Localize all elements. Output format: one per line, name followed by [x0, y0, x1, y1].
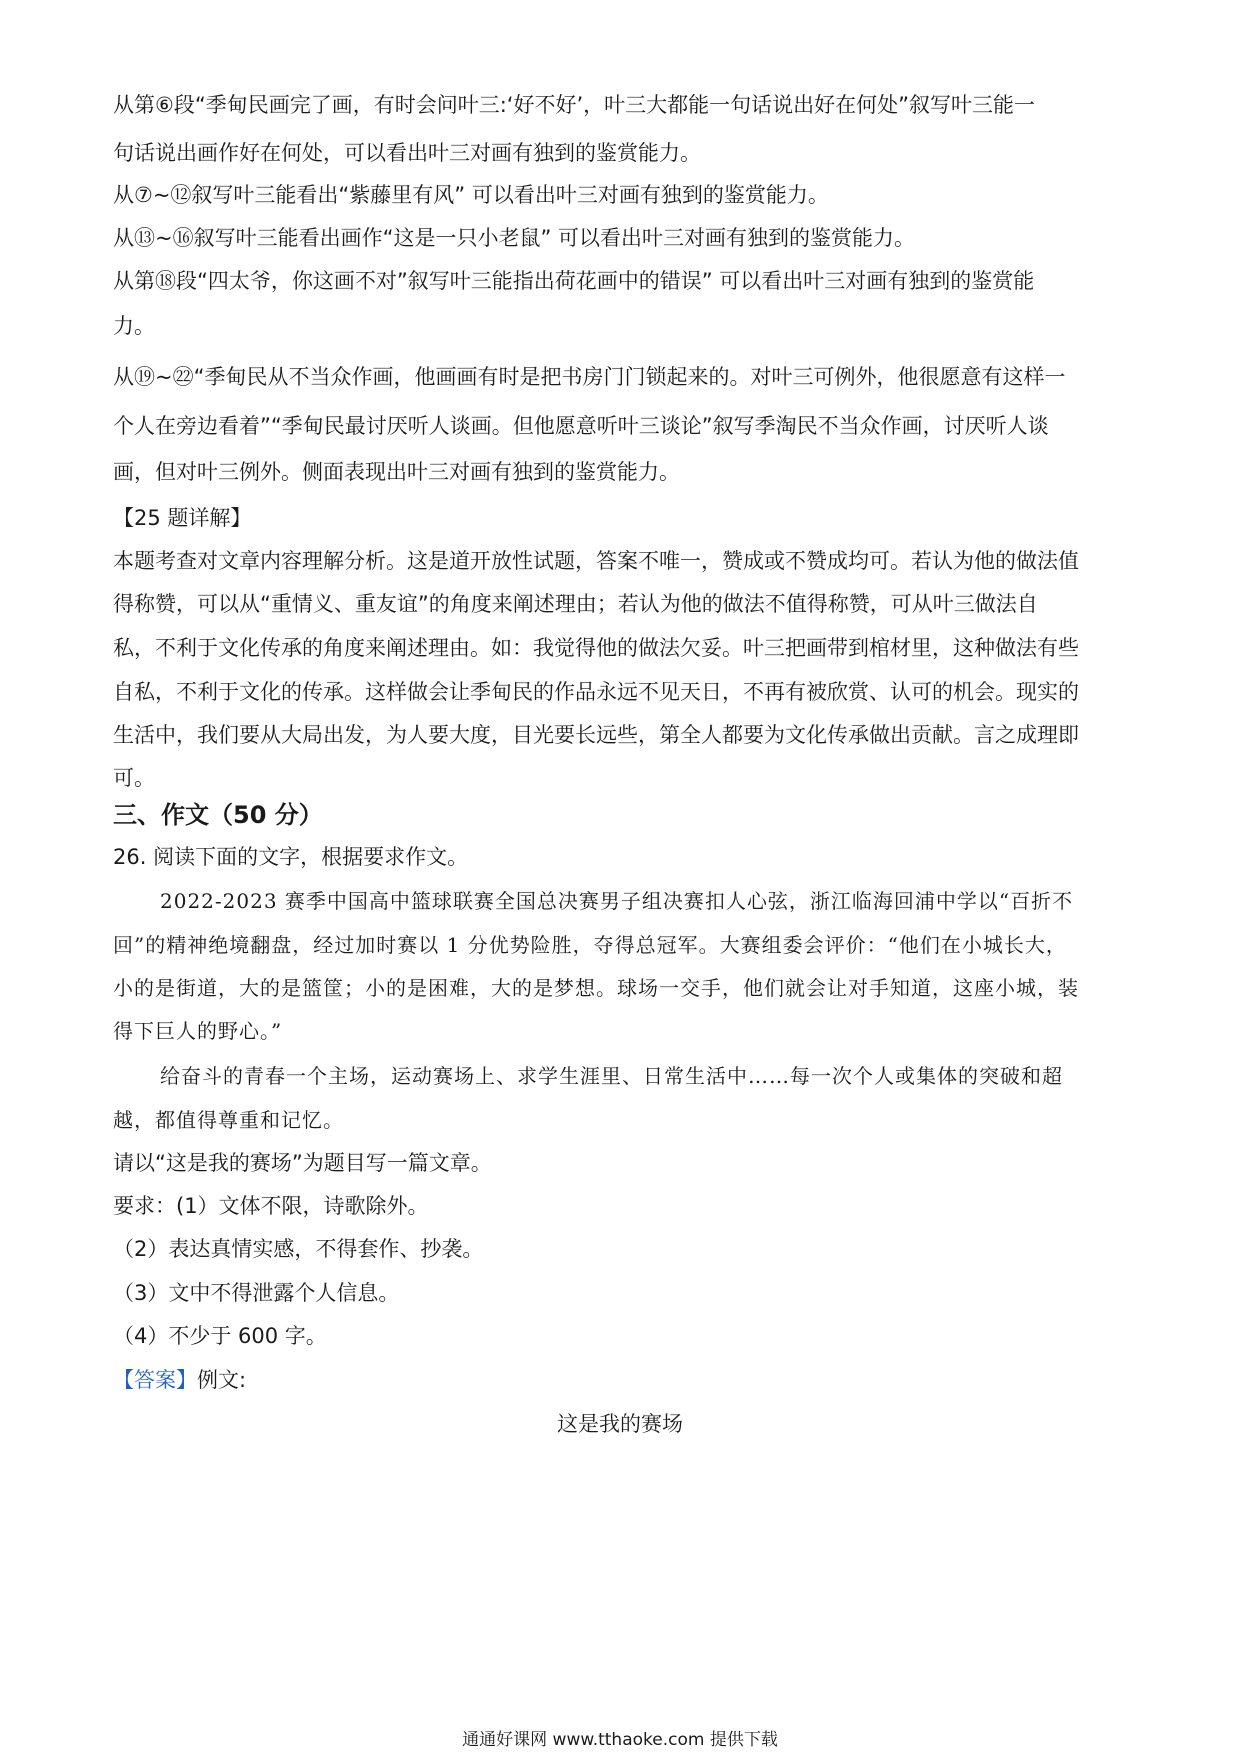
material-paragraph-2-cont: 越，都值得尊重和记忆。 — [113, 1108, 344, 1132]
answer-tag: 【答案】 — [113, 1368, 197, 1392]
analysis-paragraph-19-22: 从⑲~㉒“季甸民从不当众作画，他画画有时是把书房门门锁起来的。对叶三可例外，他很愿意有这样一 — [113, 365, 1066, 389]
analysis-paragraph-18-cont: 力。 — [113, 314, 155, 338]
q25-text-line: 得称赞，可以从“重情义、重友谊”的角度来阐述理由；若认为他的做法不值得称赞，可从叶三做法自 — [113, 592, 1038, 616]
requirement-2: （2）表达真情实感，不得套作、抄袭。 — [113, 1237, 484, 1261]
question-26: 26. 阅读下面的文字，根据要求作文。 — [113, 845, 469, 869]
analysis-paragraph-13-16: 从⑬~⑯叙写叶三能看出画作“这是一只小老鼠” 可以看出叶三对画有独到的鉴赏能力。 — [113, 226, 916, 250]
material-paragraph-1: 2022-2023 赛季中国高中篮球联赛全国总决赛男子组决赛扣人心弦，浙江临海回浦中学以“百折不 — [160, 889, 1074, 913]
q25-text-line: 自私，不利于文化的传承。这样做会让季甸民的作品永远不见天日，不再有被欣赏、认可的机会。现实的 — [113, 680, 1079, 704]
analysis-paragraph-7-12: 从⑦~⑫叙写叶三能看出“紫藤里有风” 可以看出叶三对画有独到的鉴赏能力。 — [113, 183, 829, 207]
material-paragraph-1-cont: 小的是街道，大的是篮筐；小的是困难，大的是梦想。球场一交手，他们就会让对手知道，这座小城，装 — [113, 976, 1079, 1000]
material-paragraph-1-cont: 回”的精神绝境翻盘，经过加时赛以 1 分优势险胜，夺得总冠军。大赛组委会评价：“他们在小城长大， — [113, 933, 1067, 957]
q25-text-line: 可。 — [113, 766, 155, 790]
analysis-paragraph-6: 从第⑥段“季甸民画完了画，有时会问叶三:‘好不好’，叶三大都能一句话说出好在何处”叙写叶三能一 — [113, 93, 1036, 117]
material-paragraph-2: 给奋斗的青春一个主场，运动赛场上、求学生涯里、日常生活中……每一次个人或集体的突破和超 — [160, 1064, 1063, 1088]
writing-prompt: 请以“这是我的赛场”为题目写一篇文章。 — [113, 1151, 492, 1175]
essay-title: 这是我的赛场 — [557, 1412, 683, 1436]
requirement-1: 要求：(1）文体不限，诗歌除外。 — [113, 1194, 429, 1218]
q25-text-line: 生活中，我们要从大局出发，为人要大度，目光要长远些，第全人都要为文化传承做出贡献。言之成理即 — [113, 723, 1079, 747]
q25-text-line: 本题考查对文章内容理解分析。这是道开放性试题，答案不唯一，赞成或不赞成均可。若认为他的做法值 — [113, 549, 1079, 573]
answer-label: 例文: — [197, 1368, 247, 1392]
analysis-paragraph-19-22-cont2: 画，但对叶三例外。侧面表现出叶三对画有独到的鉴赏能力。 — [113, 460, 680, 484]
material-paragraph-1-cont: 得下巨人的野心。” — [113, 1019, 283, 1043]
analysis-paragraph-18: 从第⑱段“四太爷，你这画不对”叙写叶三能指出荷花画中的错误” 可以看出叶三对画有独到的鉴赏能 — [113, 269, 1035, 293]
footer-watermark: 通通好课网 www.tthaoke.com 提供下载 — [462, 1730, 778, 1750]
q25-header: 【25 题详解】 — [113, 506, 252, 530]
analysis-paragraph-19-22-cont1: 个人在旁边看着”“季甸民最讨厌听人谈画。但他愿意听叶三谈论”叙写季淘民不当众作画，讨厌听人谈 — [113, 414, 1049, 438]
requirement-4: （4）不少于 600 字。 — [113, 1324, 327, 1348]
analysis-paragraph-6-cont: 句话说出画作好在何处，可以看出叶三对画有独到的鉴赏能力。 — [113, 141, 701, 165]
answer-line — [113, 1365, 1128, 1395]
q25-text-line: 私，不利于文化传承的角度来阐述理由。如：我觉得他的做法欠妥。叶三把画带到棺材里，这种做法有些 — [113, 636, 1079, 660]
requirement-3: （3）文中不得泄露个人信息。 — [113, 1281, 400, 1305]
section-heading: 三、作文（50 分） — [113, 801, 323, 829]
